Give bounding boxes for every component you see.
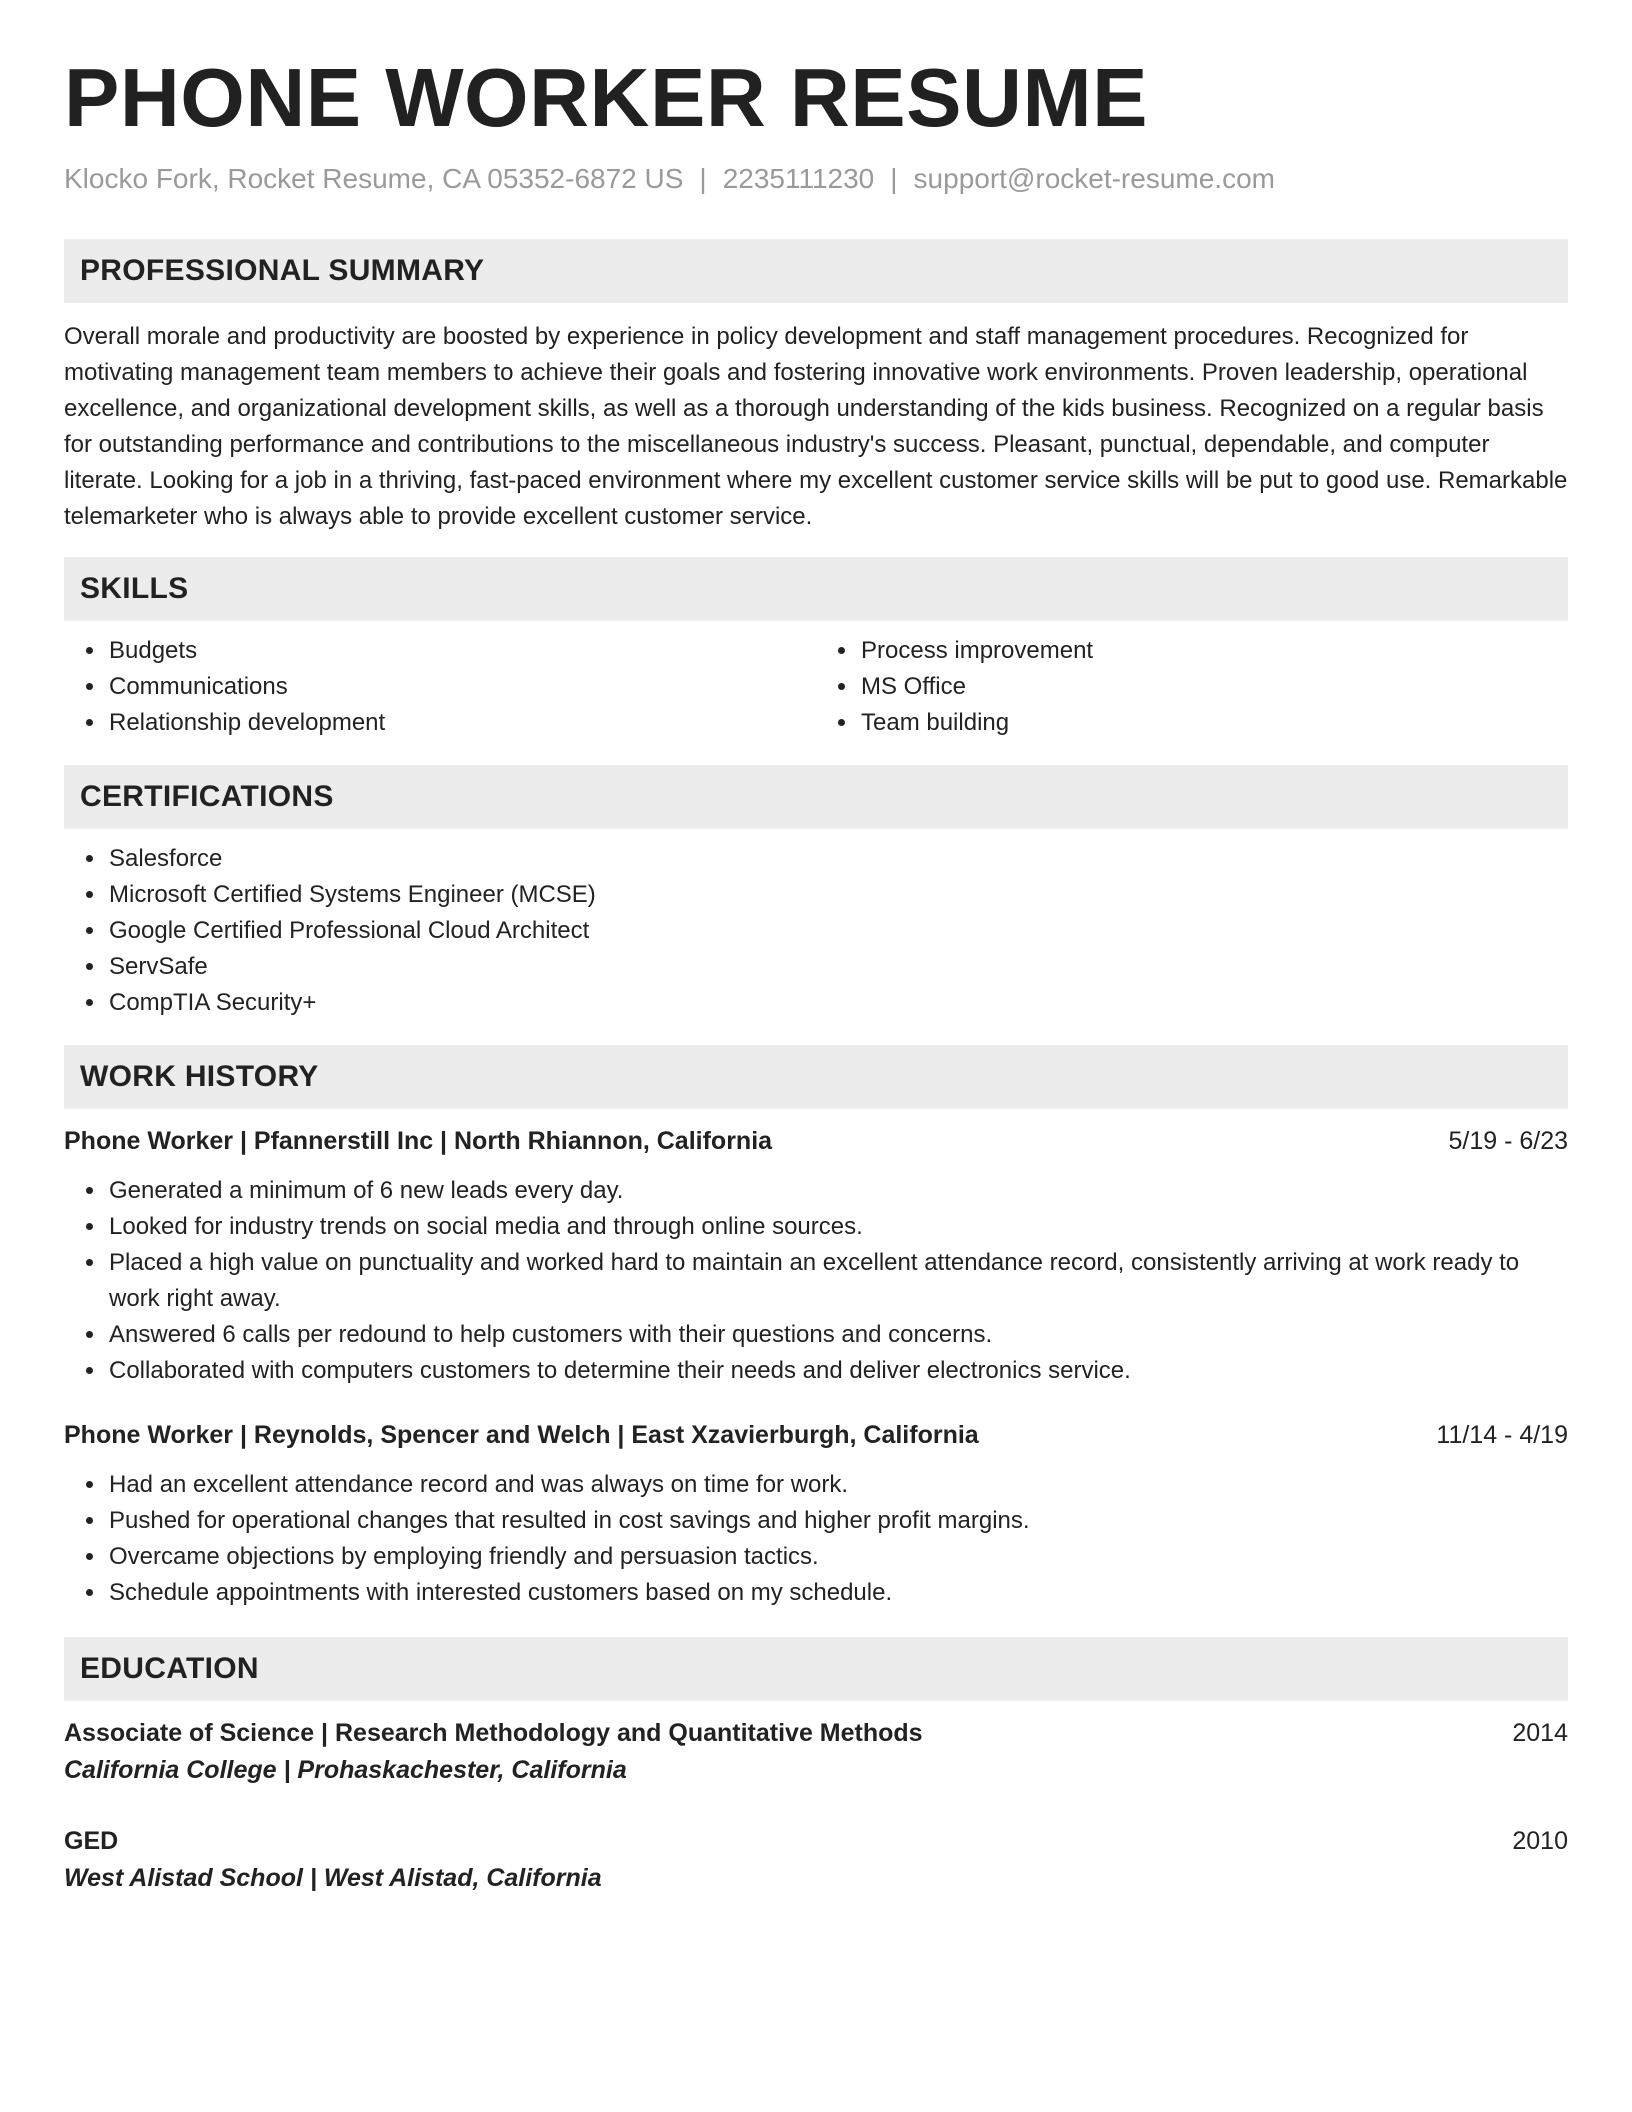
certification-item: • CompTIA Security+ [107, 985, 1568, 1021]
certifications-list [64, 841, 1568, 1021]
skills-column-right [816, 633, 1568, 741]
education-degree: Associate of Science | Research Methodology and Quantitative Methods [64, 1718, 923, 1747]
job-duty: • Schedule appointments with interested customers based on my schedule. [107, 1575, 1568, 1611]
job-duty: • Generated a minimum of 6 new leads every day. [107, 1173, 1568, 1209]
skill-item: • Team building [859, 705, 1568, 741]
skill-item: • Relationship development [107, 705, 816, 741]
education-heading: EDUCATION [64, 1637, 1568, 1701]
job-duty: • Pushed for operational changes that resulted in cost savings and higher profit margins. [107, 1503, 1568, 1539]
education-header [64, 1823, 1568, 1859]
job-duty: • Overcame objections by employing friendly and persuasion tactics. [107, 1539, 1568, 1575]
skills-heading: SKILLS [64, 557, 1568, 621]
education-header [64, 1715, 1568, 1751]
job-header [64, 1417, 1568, 1453]
job-dates: 11/14 - 4/19 [1436, 1420, 1568, 1449]
job-duty: • Answered 6 calls per redound to help customers with their questions and concerns. [107, 1317, 1568, 1353]
job-header [64, 1123, 1568, 1159]
job-duties [64, 1173, 1568, 1389]
education-degree: GED [64, 1826, 119, 1855]
job-duty: • Placed a high value on punctuality and worked hard to maintain an excellent attendance record, consistently arriving at work ready to work right away. [107, 1245, 1568, 1317]
job-duty: • Looked for industry trends on social media and through online sources. [107, 1209, 1568, 1245]
education-school: West Alistad School | West Alistad, California [64, 1863, 602, 1892]
job-duties [64, 1467, 1568, 1611]
education-year: 2014 [1512, 1718, 1568, 1747]
job-dates: 5/19 - 6/23 [1448, 1126, 1568, 1155]
work-history-heading: WORK HISTORY [64, 1045, 1568, 1109]
summary-text: Overall morale and productivity are boosted by experience in policy development and staff management procedures. Recognized for motivating management team members to achieve their goals and fostering innovative work environments. Proven leadership, operational excellence, and organizational development skills, as well as a thorough understanding of the kids business. Recognized on a regular basis for outstanding performance and contributions to the miscellaneous industry's success. Pleasant, punctual, dependable, and computer literate. Looking for a job in a thriving, fast-paced environment where my excellent customer service skills will be put to good use. Remarkable telemarketer who is always able to provide excellent customer service. [64, 322, 1568, 530]
certifications-heading: CERTIFICATIONS [64, 765, 1568, 829]
skill-item: • Process improvement [859, 633, 1568, 669]
certification-item: • ServSafe [107, 949, 1568, 985]
education-year: 2010 [1512, 1826, 1568, 1855]
education-entry [64, 1715, 1568, 1789]
certification-item: • Salesforce [107, 841, 1568, 877]
job-title: Phone Worker | Reynolds, Spencer and Welch | East Xzavierburgh, California [64, 1420, 979, 1449]
contact-email: support@rocket-resume.com [913, 163, 1275, 195]
certification-item: • Google Certified Professional Cloud Architect [107, 913, 1568, 949]
contact-address: Klocko Fork, Rocket Resume, CA 05352-6872 US [64, 163, 684, 195]
summary-heading: PROFESSIONAL SUMMARY [64, 239, 1568, 303]
contact-separator: | [890, 163, 898, 195]
contact-phone: 2235111230 [722, 163, 875, 195]
certification-item: • Microsoft Certified Systems Engineer (MCSE) [107, 877, 1568, 913]
job-entry [64, 1417, 1568, 1611]
contact-separator: | [699, 163, 707, 195]
job-title: Phone Worker | Pfannerstill Inc | North Rhiannon, California [64, 1126, 773, 1155]
skills-list [64, 633, 1568, 741]
resume-title: PHONE WORKER RESUME [64, 51, 1148, 144]
education-entry [64, 1823, 1568, 1897]
job-entry [64, 1123, 1568, 1389]
contact-line [64, 161, 1568, 197]
skill-item: • Communications [107, 669, 816, 705]
skill-item: • Budgets [107, 633, 816, 669]
job-duty: • Collaborated with computers customers to determine their needs and deliver electronics service. [107, 1353, 1568, 1389]
skill-item: • MS Office [859, 669, 1568, 705]
job-duty: • Had an excellent attendance record and was always on time for work. [107, 1467, 1568, 1503]
skills-column-left [64, 633, 816, 741]
education-school: California College | Prohaskachester, California [64, 1755, 627, 1784]
